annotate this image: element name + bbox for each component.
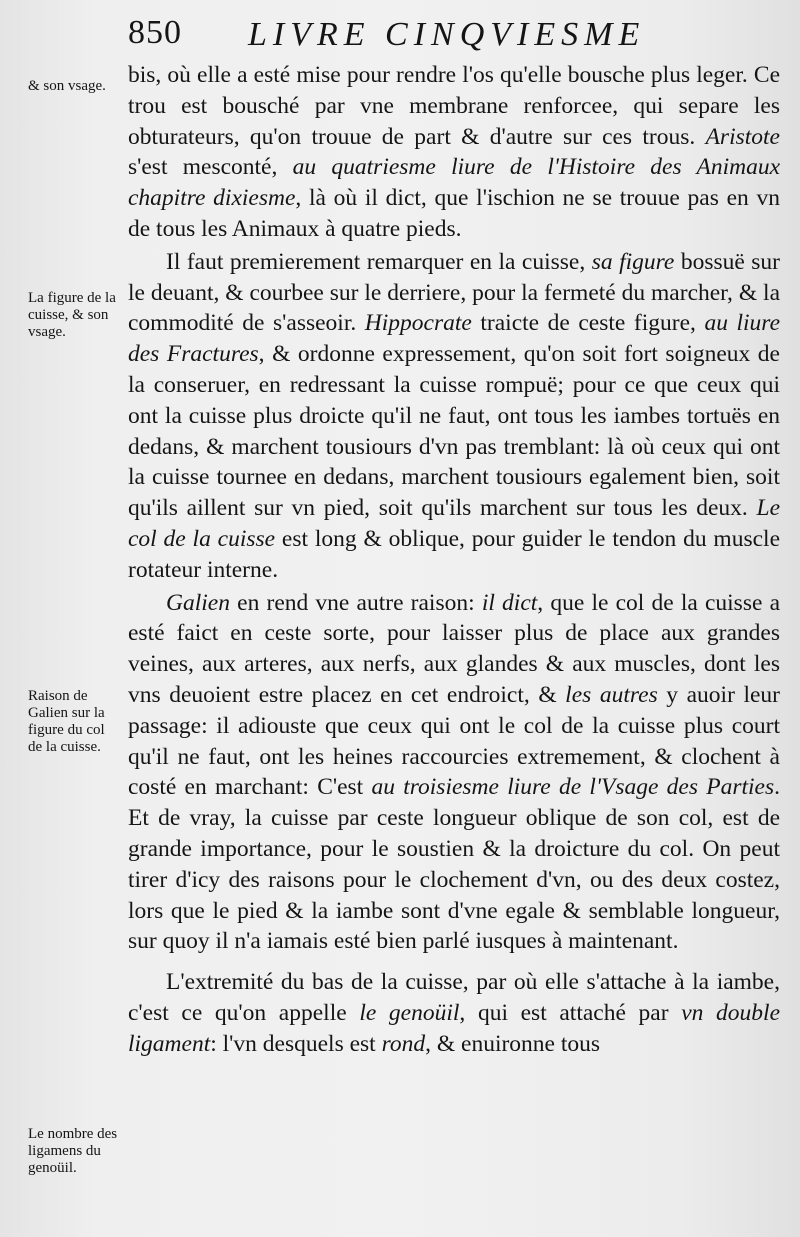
- italic-run: au liure des Fractures: [128, 310, 781, 368]
- margin-note: Le nombre des ligamens du genoüil.: [28, 1126, 118, 1176]
- paragraph: [128, 60, 780, 245]
- paragraph: [128, 588, 780, 958]
- text-run: , qui est attaché par: [459, 999, 682, 1026]
- paragraph: [128, 967, 780, 1059]
- italic-run: Le col de la cuisse: [128, 495, 780, 552]
- paragraph: [128, 247, 780, 586]
- italic-run: au troisiesme liure de l'Vsage des Parties: [371, 774, 775, 801]
- page-header: [128, 14, 788, 60]
- text-run: , là où il dict, que l'ischion ne se trouue pas en vn de tous les Animaux à quatre pieds.: [128, 185, 780, 242]
- text-run: traicte de ceste figure,: [471, 310, 705, 337]
- text-run: bossuë sur le deuant, & courbee sur le derriere, pour la fermeté du marcher, & la commodité de s'asseoir.: [128, 248, 780, 337]
- text-run: s'est mesconté,: [128, 154, 293, 181]
- body-text: [128, 60, 780, 1060]
- italic-run: sa figure: [591, 248, 675, 275]
- italic-run: Galien: [166, 589, 230, 616]
- text-run: , & enuironne tous: [425, 1030, 601, 1057]
- italic-run: le genoüil: [359, 999, 460, 1026]
- text-run: en rend vne autre raison:: [229, 589, 482, 616]
- italic-run: vn double ligament: [128, 999, 781, 1057]
- text-run: , & ordonne expressement, qu'on soit fort soigneux de la conseruer, en redressant la cuisse rompuë; pour ce que ceux qui ont la cuisse plus droicte qu'il ne faut, ont tous les iambes tortuës en dedans, & marchent tousiours d'vn pas tremblant: là où ceux qui ont la cuisse tournee en dedans, marchent tousiours egalement bien, soit qu'ils aillent sur vn pied, soit qu'ils marchent sur tous les deux.: [128, 341, 780, 522]
- text-run: Il faut premierement remarquer en la cuisse,: [166, 248, 592, 275]
- margin-note: La figure de la cuisse, & son vsage.: [28, 290, 116, 340]
- margin-note: & son vsage.: [28, 78, 106, 94]
- text-run: est long & oblique, pour guider le tendon du muscle rotateur interne.: [128, 525, 780, 583]
- italic-run: les autres: [565, 681, 658, 708]
- text-run: . Et de vray, la cuisse par ceste longueur oblique de son col, est de grande importance, pour le soustien & la droicture du col. On peut tirer d'icy des raisons pour le clochement d'vn, ou des deux costez, lors que le pied & la iambe sont d'vne egale & semblable longueur, sur quoy il n'a iamais esté bien parlé iusques à maintenant.: [128, 774, 781, 955]
- text-run: y auoir leur passage: il adiouste que ceux qui ont le col de la cuisse plus court qu'il ne faut, ont les heines raccourcies extremement, & clochent à costé en marchant: C'est: [128, 681, 781, 801]
- italic-run: Hippocrate: [364, 310, 472, 337]
- italic-run: au quatriesme liure de l'Histoire des Animaux chapitre dixiesme: [128, 154, 780, 212]
- page-number: 850: [128, 14, 182, 51]
- text-run: bis, où elle a esté mise pour rendre l'os qu'elle bousche plus leger. Ce trou est bousché par vne membrane renforcee, qui separe les obturateurs, qu'on trouue de part & d'autre sur ces trous.: [128, 62, 780, 150]
- italic-run: il dict: [481, 589, 538, 616]
- margin-notes: [0, 0, 124, 1237]
- margin-note: Raison de Galien sur la figure du col de la cuisse.: [28, 688, 105, 755]
- text-run: , que le col de la cuisse a esté faict en ceste sorte, pour laisser plus de place aux grandes veines, aux arteres, aux nerfs, aux glandes & aux muscles, dont les vns deuoient estre placez en cet endroict, &: [128, 589, 780, 708]
- running-title: LIVRE CINQVIESME: [248, 16, 646, 53]
- text-run: L'extremité du bas de la cuisse, par où elle s'attache à la iambe, c'est ce qu'on appelle: [128, 969, 780, 1026]
- italic-run: Aristote: [705, 123, 780, 150]
- text-run: : l'vn desquels est: [210, 1030, 382, 1057]
- italic-run: rond: [381, 1030, 426, 1057]
